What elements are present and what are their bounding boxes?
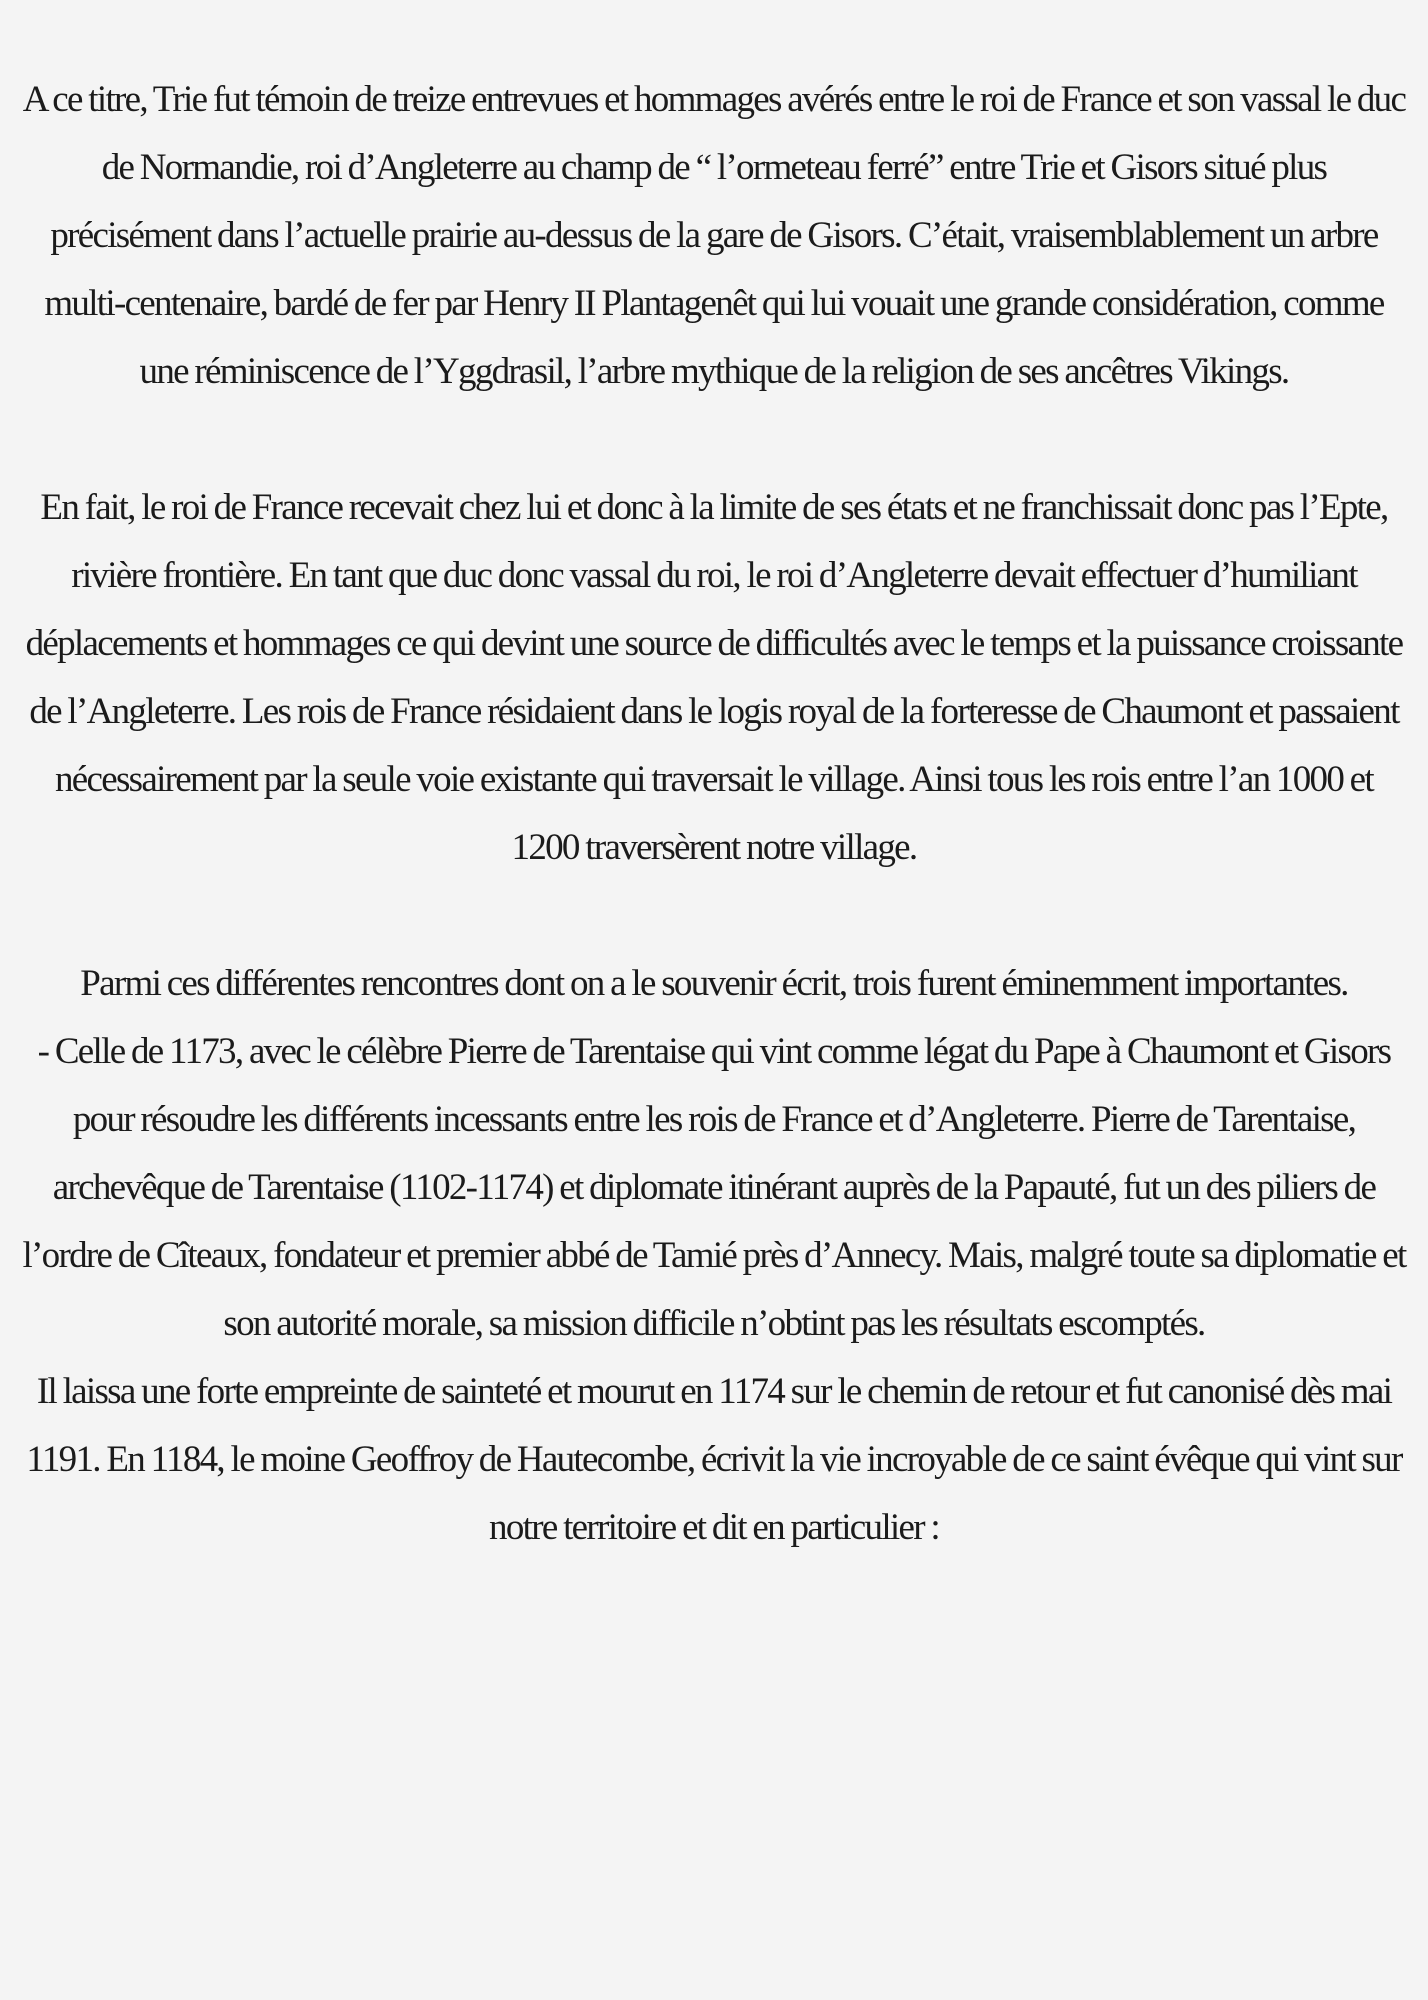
paragraph-rencontres: Parmi ces différentes rencontres dont on a le souvenir écrit, trois furent éminemment importantes. xyxy=(80,963,1348,1004)
paragraph-pierre-de-tarentaise: - Celle de 1173, avec le célèbre Pierre de Tarentaise qui vint comme légat du Pape à Chaumont et Gisors pour résoudre les différents incessants entre les rois de France et d’Angleterre. Pierre de Tarentaise, archevêque de Tarentaise (1102-1174) et diplomate itinérant auprès de la Papauté, fut un des piliers de l’ordre de Cîteaux, fondateur et premier abbé de Tamié près d’Annecy. Mais, malgré toute sa diplomatie et son autorité morale, sa mission difficile n’obtint pas les résultats escomptés. xyxy=(22,1031,1406,1344)
paragraph-spacer xyxy=(20,406,1408,474)
paragraph-trie-entrevues: A ce titre, Trie fut témoin de treize entrevues et hommages avérés entre le roi de France et son vassal le duc de Normandie, roi d’Angleterre au champ de “ l’ormeteau ferré” entre Trie et Gisors situé plus précisément dans l’actuelle prairie au-dessus de la gare de Gisors. C’était, vraisemblablement un arbre multi-centenaire, bardé de fer par Henry II Plantagenêt qui lui vouait une grande considération, comme une réminiscence de l’Yggdrasil, l’arbre mythique de la religion de ses ancêtres Vikings. xyxy=(22,79,1406,392)
paragraph-roi-de-france: En fait, le roi de France recevait chez lui et donc à la limite de ses états et ne franchissait donc pas l’Epte, rivière frontière. En tant que duc donc vassal du roi, le roi d’Angleterre devait effectuer d’humiliant déplacements et hommages ce qui devint une source de difficultés avec le temps et la puissance croissante de l’Angleterre. Les rois de France résidaient dans le logis royal de la forteresse de Chaumont et passaient nécessairement par la seule voie existante qui traversait le village. Ainsi tous les rois entre l’an 1000 et 1200 traversèrent notre village. xyxy=(25,487,1403,868)
paragraph-saintete: Il laissa une forte empreinte de sainteté et mourut en 1174 sur le chemin de retour et fut canonisé dès mai 1191. En 1184, le moine Geoffroy de Hautecombe, écrivit la vie incroyable de ce saint évêque qui vint sur notre territoire et dit en particulier : xyxy=(26,1371,1402,1548)
document-body xyxy=(20,66,1408,1562)
paragraph-spacer xyxy=(20,882,1408,950)
